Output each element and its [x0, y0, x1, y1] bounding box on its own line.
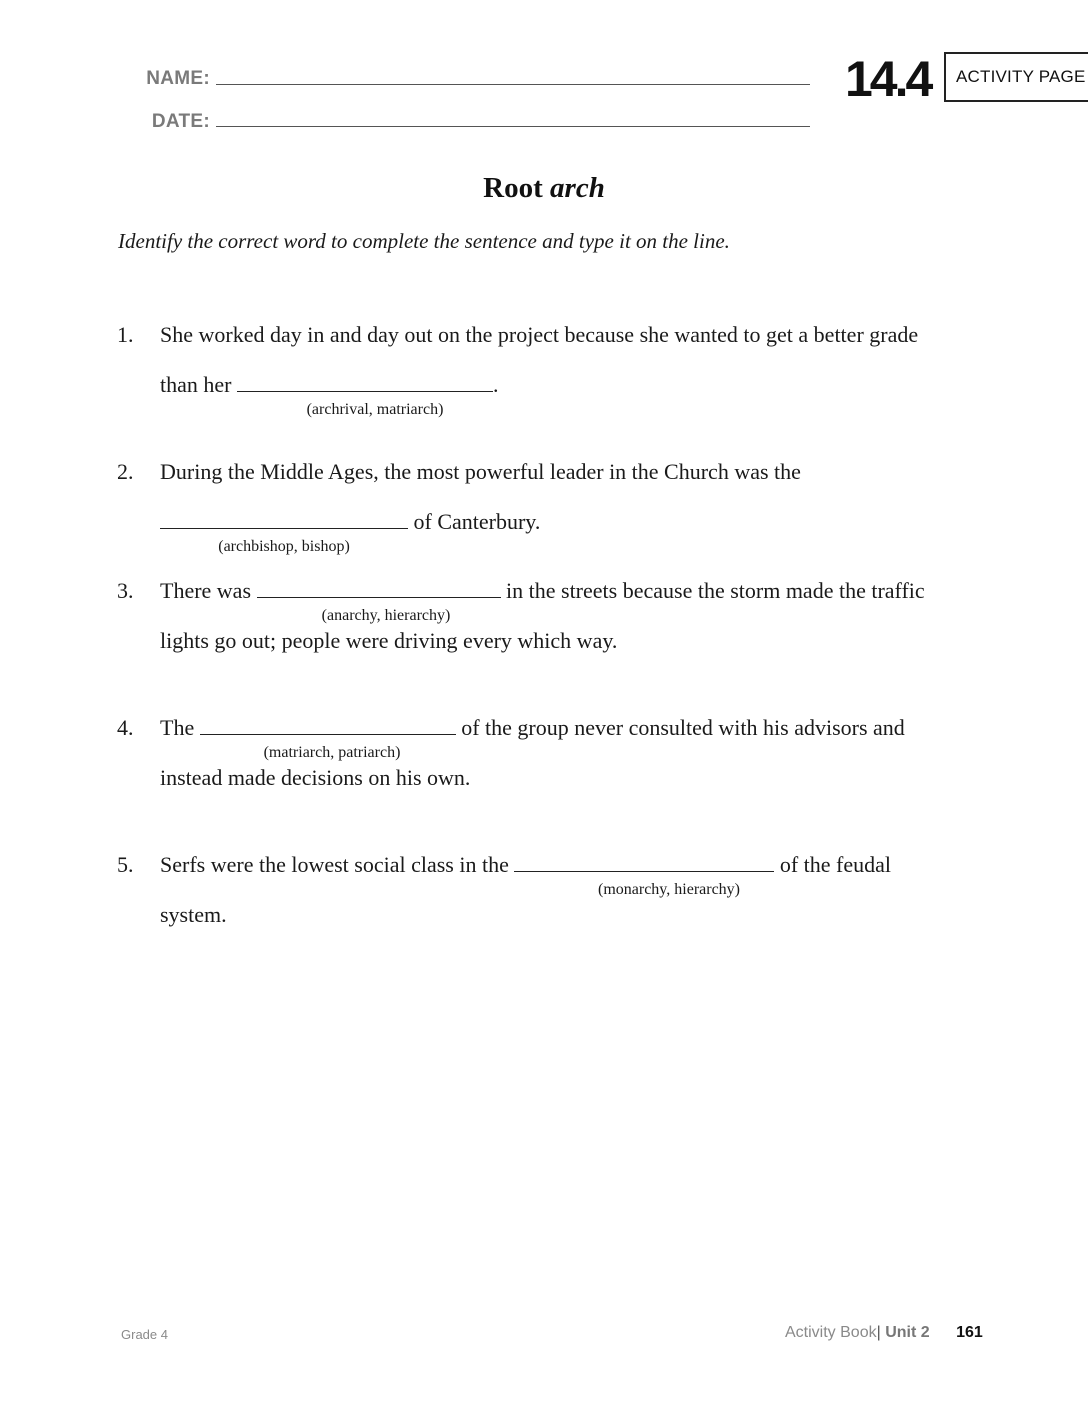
title-main: Root — [483, 172, 543, 204]
word-choices-1: (archrival, matriarch) — [306, 401, 444, 418]
question-5-line-2: system. — [160, 902, 227, 927]
word-choices-4: (matriarch, patriarch) — [263, 744, 401, 761]
question-number: 1. — [117, 322, 134, 347]
word-choices-5: (monarchy, hierarchy) — [598, 881, 740, 898]
question-4-line-2: instead made decisions on his own. — [160, 765, 471, 790]
name-line[interactable] — [216, 84, 810, 85]
activity-page-box — [944, 52, 1088, 102]
question-5-line-1 — [160, 852, 891, 878]
name-label: NAME: — [146, 68, 210, 89]
instructions: Identify the correct word to complete the sentence and type it on the line. — [118, 229, 730, 253]
word-choices-2: (archbishop, bishop) — [218, 538, 350, 555]
question-3-text-before: There was — [160, 578, 252, 603]
word-choices-3: (anarchy, hierarchy) — [321, 607, 451, 624]
question-4-text-before: The — [160, 715, 195, 740]
question-2-line-1: During the Middle Ages, the most powerful leader in the Church was the — [160, 459, 801, 484]
activity-page-label: ACTIVITY PAGE — [956, 67, 1086, 86]
question-1-line-1: She worked day in and day out on the project because she wanted to get a better grade — [160, 322, 919, 347]
footer-book: Activity Book — [785, 1324, 877, 1341]
question-5-text-before: Serfs were the lowest social class in the — [160, 852, 509, 877]
answer-blank-2[interactable] — [160, 510, 408, 529]
question-3-line-1 — [160, 578, 925, 604]
answer-blank-4[interactable] — [200, 716, 456, 735]
question-2-text-after: of Canterbury. — [413, 509, 541, 534]
activity-number: 14.4 — [845, 51, 931, 107]
page-number: 161 — [956, 1324, 983, 1341]
footer-book-info — [785, 1324, 983, 1342]
question-4-line-1 — [160, 715, 905, 741]
question-1-text-after: . — [492, 372, 499, 397]
question-1-line-2 — [160, 372, 498, 398]
title-italic: arch — [550, 172, 605, 204]
question-number: 4. — [117, 715, 134, 740]
question-number: 5. — [117, 852, 134, 877]
question-number: 3. — [117, 578, 134, 603]
answer-blank-3[interactable] — [257, 579, 501, 598]
answer-blank-5[interactable] — [514, 853, 774, 872]
date-line[interactable] — [216, 126, 810, 127]
answer-blank-1[interactable] — [237, 373, 493, 392]
question-3-text-after: in the streets because the storm made the traffic — [506, 578, 925, 603]
page-title — [0, 172, 1088, 205]
question-4-text-after: of the group never consulted with his advisors and — [461, 715, 905, 740]
date-label: DATE: — [151, 111, 210, 132]
question-3-line-2: lights go out; people were driving every which way. — [160, 628, 618, 653]
question-number: 2. — [117, 459, 134, 484]
footer-unit: Unit 2 — [885, 1324, 930, 1341]
footer-separator: | — [876, 1324, 881, 1341]
footer-grade: Grade 4 — [121, 1327, 168, 1342]
question-1-text-before: than her — [160, 372, 232, 397]
question-5-text-after: of the feudal — [779, 852, 892, 877]
question-2-line-2 — [160, 509, 540, 535]
